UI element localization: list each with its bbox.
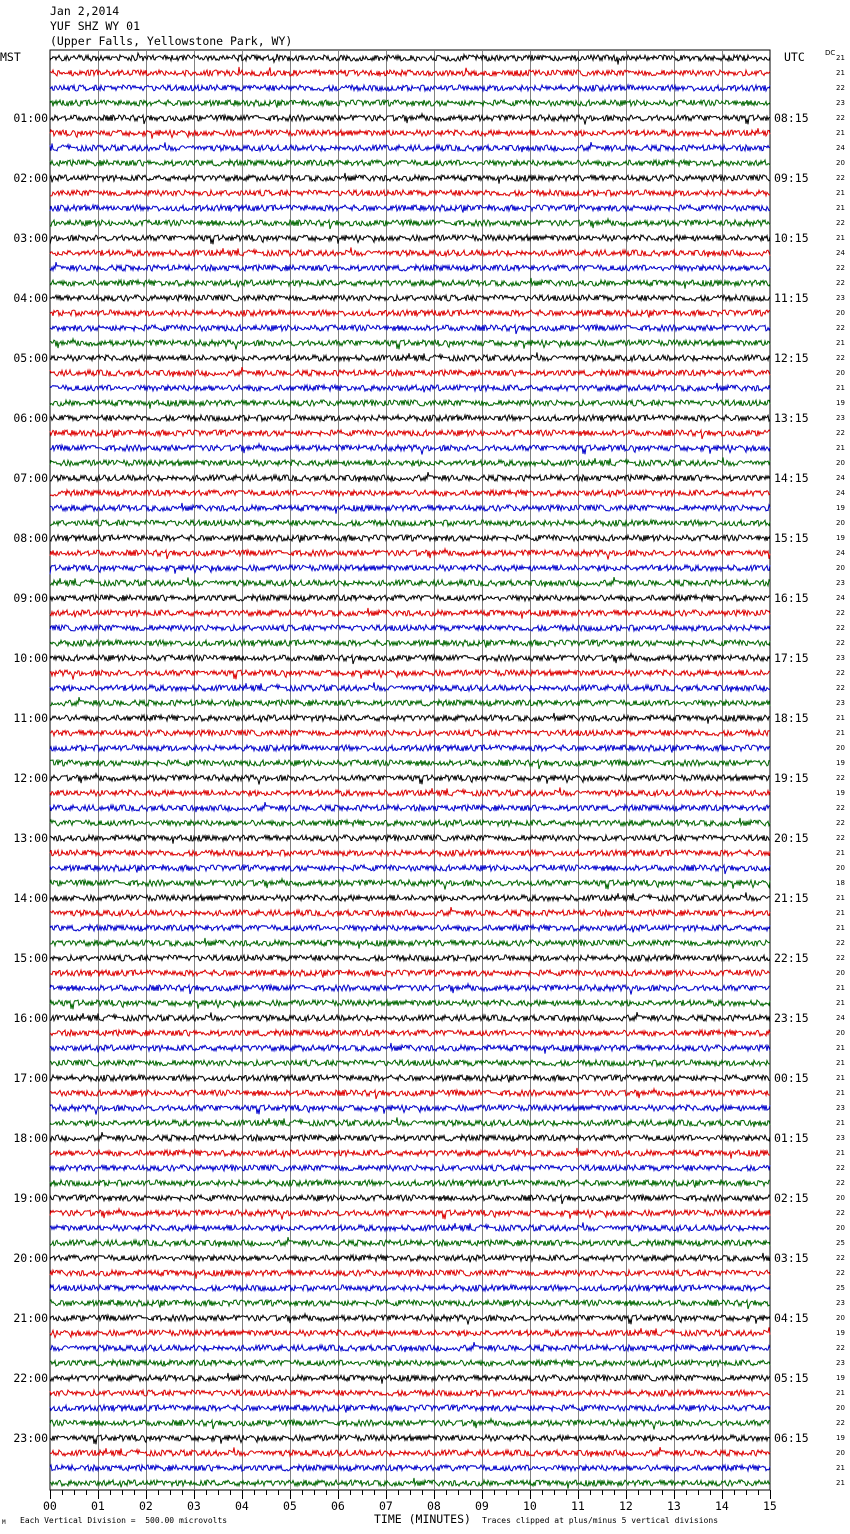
utc-hour-label: 12:15 xyxy=(774,351,809,365)
dc-offset-value: 22 xyxy=(836,279,845,287)
dc-offset-value: 19 xyxy=(836,1374,845,1382)
dc-offset-value: 21 xyxy=(836,1389,845,1397)
seismic-trace xyxy=(50,1478,770,1489)
seismic-trace xyxy=(50,654,770,664)
seismic-trace xyxy=(50,1043,770,1054)
mst-hour-label: 13:00 xyxy=(13,831,48,845)
seismic-trace xyxy=(50,535,770,543)
mst-hour-label: 05:00 xyxy=(13,351,48,365)
x-tick-label: 07 xyxy=(379,1499,393,1513)
seismic-trace xyxy=(50,925,770,932)
seismic-trace xyxy=(50,190,770,196)
seismic-trace xyxy=(50,787,770,796)
dc-offset-value: 19 xyxy=(836,399,845,407)
utc-hour-label: 01:15 xyxy=(774,1131,809,1145)
dc-offset-value: 21 xyxy=(836,1149,845,1157)
x-tick-label: 05 xyxy=(283,1499,297,1513)
dc-offset-value: 22 xyxy=(836,804,845,812)
dc-offset-value: 21 xyxy=(836,894,845,902)
dc-offset-value: 21 xyxy=(836,54,845,62)
utc-hour-label: 05:15 xyxy=(774,1371,809,1385)
utc-hour-label: 17:15 xyxy=(774,651,809,665)
mst-hour-label: 21:00 xyxy=(13,1311,48,1325)
seismic-trace xyxy=(50,670,770,680)
mst-hour-label: 12:00 xyxy=(13,771,48,785)
dc-offset-value: 22 xyxy=(836,1164,845,1172)
dc-offset-value: 22 xyxy=(836,324,845,332)
seismic-trace xyxy=(50,595,770,601)
mst-hour-label: 08:00 xyxy=(13,531,48,545)
dc-offset-value: 22 xyxy=(836,954,845,962)
seismic-trace xyxy=(50,1148,770,1159)
seismic-trace xyxy=(50,682,770,692)
utc-hour-label: 14:15 xyxy=(774,471,809,485)
seismic-trace xyxy=(50,160,770,166)
dc-offset-value: 21 xyxy=(836,729,845,737)
x-axis-title: TIME (MINUTES) xyxy=(374,1512,471,1526)
mst-hour-label: 04:00 xyxy=(13,291,48,305)
dc-offset-value: 21 xyxy=(836,129,845,137)
seismic-trace xyxy=(50,640,770,648)
dc-offset-value: 21 xyxy=(836,1089,845,1097)
dc-offset-value: 20 xyxy=(836,1449,845,1457)
dc-offset-value: 24 xyxy=(836,549,845,557)
dc-offset-value: 20 xyxy=(836,459,845,467)
seismic-trace xyxy=(50,713,770,724)
seismic-trace xyxy=(50,1237,770,1247)
dc-offset-value: 22 xyxy=(836,834,845,842)
seismic-trace xyxy=(50,850,770,856)
seismic-trace xyxy=(50,818,770,827)
mst-hour-label: 16:00 xyxy=(13,1011,48,1025)
dc-offset-value: 21 xyxy=(836,189,845,197)
seismic-trace xyxy=(50,802,770,812)
utc-hour-label: 06:15 xyxy=(774,1431,809,1445)
seismic-trace xyxy=(50,503,770,514)
dc-offset-value: 21 xyxy=(836,234,845,242)
header-date: Jan 2,2014 xyxy=(50,4,120,18)
dc-offset-value: 22 xyxy=(836,639,845,647)
seismic-trace xyxy=(50,383,770,392)
dc-offset-value: 24 xyxy=(836,144,845,152)
mst-hour-label: 22:00 xyxy=(13,1371,48,1385)
seismic-trace xyxy=(50,1300,770,1310)
seismic-trace xyxy=(50,430,770,440)
dc-offset-value: 22 xyxy=(836,684,845,692)
seismic-trace xyxy=(50,1342,770,1352)
seismic-trace xyxy=(50,310,770,318)
seismic-trace xyxy=(50,100,770,108)
seismic-trace xyxy=(50,67,770,76)
dc-offset-value: 22 xyxy=(836,1209,845,1217)
mst-hour-label: 23:00 xyxy=(13,1431,48,1445)
seismic-trace xyxy=(50,128,770,139)
dc-offset-value: 21 xyxy=(836,1464,845,1472)
mst-hour-label: 19:00 xyxy=(13,1191,48,1205)
x-tick-label: 02 xyxy=(139,1499,153,1513)
right-axis-label: UTC xyxy=(784,50,805,64)
seismic-trace xyxy=(50,278,770,289)
seismic-trace xyxy=(50,1180,770,1188)
dc-offset-value: 23 xyxy=(836,294,845,302)
seismic-trace xyxy=(50,760,770,769)
dc-offset-value: 20 xyxy=(836,1194,845,1202)
dc-offset-value: 24 xyxy=(836,1014,845,1022)
utc-hour-label: 18:15 xyxy=(774,711,809,725)
dc-offset-value: 22 xyxy=(836,1344,845,1352)
x-tick-label: 12 xyxy=(619,1499,633,1513)
dc-offset-value: 20 xyxy=(836,864,845,872)
x-tick-label: 13 xyxy=(667,1499,681,1513)
seismic-trace xyxy=(50,520,770,526)
dc-offset-value: 21 xyxy=(836,1479,845,1487)
seismic-trace xyxy=(50,295,770,301)
dc-offset-value: 20 xyxy=(836,1404,845,1412)
seismic-trace xyxy=(50,352,770,361)
seismic-trace xyxy=(50,1270,770,1279)
dc-offset-value: 21 xyxy=(836,714,845,722)
mst-hour-label: 02:00 xyxy=(13,171,48,185)
seismic-trace xyxy=(50,1285,770,1291)
dc-offset-value: 22 xyxy=(836,174,845,182)
mst-hour-label: 18:00 xyxy=(13,1131,48,1145)
seismic-trace xyxy=(50,774,770,785)
dc-offset-value: 19 xyxy=(836,789,845,797)
dc-offset-value: 21 xyxy=(836,1119,845,1127)
dc-offset-value: 21 xyxy=(836,339,845,347)
seismic-trace xyxy=(50,205,770,213)
seismic-trace xyxy=(50,1222,770,1231)
utc-hour-label: 02:15 xyxy=(774,1191,809,1205)
seismic-trace xyxy=(50,697,770,706)
dc-offset-value: 20 xyxy=(836,564,845,572)
seismic-trace xyxy=(50,400,770,409)
seismic-trace xyxy=(50,85,770,91)
seismic-trace xyxy=(50,367,770,377)
dc-offset-value: 23 xyxy=(836,1359,845,1367)
seismic-trace xyxy=(50,1314,770,1325)
seismic-trace xyxy=(50,490,770,497)
seismic-trace xyxy=(50,938,770,949)
seismic-trace xyxy=(50,247,770,257)
dc-offset-value: 20 xyxy=(836,519,845,527)
seismic-trace xyxy=(50,173,770,184)
dc-offset-value: 21 xyxy=(836,924,845,932)
utc-hour-label: 20:15 xyxy=(774,831,809,845)
seismic-trace xyxy=(50,339,770,350)
seismic-trace xyxy=(50,879,770,890)
dc-offset-value: 22 xyxy=(836,939,845,947)
seismic-trace xyxy=(50,325,770,334)
dc-offset-value: 19 xyxy=(836,1434,845,1442)
dc-offset-value: 22 xyxy=(836,774,845,782)
seismic-trace xyxy=(50,835,770,844)
seismic-trace xyxy=(50,444,770,455)
x-tick-label: 15 xyxy=(763,1499,777,1513)
dc-offset-value: 25 xyxy=(836,1239,845,1247)
seismic-trace xyxy=(50,1327,770,1337)
utc-hour-label: 13:15 xyxy=(774,411,809,425)
x-tick-label: 10 xyxy=(523,1499,537,1513)
seismic-trace xyxy=(50,235,770,245)
seismic-trace xyxy=(50,1419,770,1430)
seismic-trace xyxy=(50,577,770,587)
dc-offset-value: 23 xyxy=(836,1299,845,1307)
dc-offset-value: 22 xyxy=(836,114,845,122)
dc-offset-value: 22 xyxy=(836,1419,845,1427)
mst-hour-label: 06:00 xyxy=(13,411,48,425)
dc-offset-value: 21 xyxy=(836,1044,845,1052)
dc-offset-value: 20 xyxy=(836,1029,845,1037)
dc-offset-value: 22 xyxy=(836,1179,845,1187)
dc-offset-value: 21 xyxy=(836,1074,845,1082)
utc-hour-label: 00:15 xyxy=(774,1071,809,1085)
seismic-trace xyxy=(50,457,770,466)
seismic-trace xyxy=(50,625,770,631)
dc-offset-value: 22 xyxy=(836,624,845,632)
dc-offset-value: 24 xyxy=(836,489,845,497)
dc-offset-value: 19 xyxy=(836,534,845,542)
x-tick-label: 00 xyxy=(43,1499,57,1513)
seismic-trace xyxy=(50,114,770,125)
mst-hour-label: 20:00 xyxy=(13,1251,48,1265)
dc-offset-value: 19 xyxy=(836,1329,845,1337)
seismic-trace xyxy=(50,955,770,961)
dc-offset-value: 20 xyxy=(836,1314,845,1322)
utc-hour-label: 04:15 xyxy=(774,1311,809,1325)
dc-offset-value: 20 xyxy=(836,1224,845,1232)
dc-offset-value: 21 xyxy=(836,69,845,77)
clip-note: Traces clipped at plus/minus 5 vertical divisions xyxy=(482,1516,719,1525)
seismic-trace xyxy=(50,1465,770,1471)
dc-offset-value: 22 xyxy=(836,264,845,272)
dc-offset-value: 22 xyxy=(836,609,845,617)
seismic-trace xyxy=(50,53,770,65)
dc-offset-value: 20 xyxy=(836,744,845,752)
mst-hour-label: 03:00 xyxy=(13,231,48,245)
seismic-trace xyxy=(50,1105,770,1115)
utc-hour-label: 19:15 xyxy=(774,771,809,785)
seismic-trace xyxy=(50,1253,770,1262)
utc-hour-label: 10:15 xyxy=(774,231,809,245)
mst-hour-label: 10:00 xyxy=(13,651,48,665)
seismic-trace xyxy=(50,1405,770,1413)
corner-mark: M xyxy=(2,1519,6,1526)
header-station: YUF SHZ WY 01 xyxy=(50,19,141,33)
seismic-trace xyxy=(50,1089,770,1099)
header-location: (Upper Falls, Yellowstone Park, WY) xyxy=(50,34,293,48)
seismic-trace xyxy=(50,472,770,482)
seismic-trace xyxy=(50,970,770,978)
dc-offset-value: 23 xyxy=(836,99,845,107)
dc-offset-value: 22 xyxy=(836,219,845,227)
seismic-trace xyxy=(50,262,770,271)
utc-hour-label: 21:15 xyxy=(774,891,809,905)
dc-offset-value: 22 xyxy=(836,1269,845,1277)
mst-hour-label: 11:00 xyxy=(13,711,48,725)
x-tick-label: 03 xyxy=(187,1499,201,1513)
dc-offset-value: 22 xyxy=(836,354,845,362)
seismic-trace xyxy=(50,1360,770,1367)
seismic-trace xyxy=(50,1060,770,1066)
seismic-trace xyxy=(50,608,770,619)
seismic-trace xyxy=(50,1000,770,1009)
utc-hour-label: 22:15 xyxy=(774,951,809,965)
seismic-trace xyxy=(50,549,770,560)
x-tick-label: 04 xyxy=(235,1499,249,1513)
seismic-trace xyxy=(50,1447,770,1457)
seismic-trace xyxy=(50,745,770,753)
dc-offset-value: 21 xyxy=(836,204,845,212)
dc-offset-value: 23 xyxy=(836,579,845,587)
dc-offset-value: 25 xyxy=(836,1284,845,1292)
dc-offset-value: 18 xyxy=(836,879,845,887)
dc-offset-value: 21 xyxy=(836,1059,845,1067)
mst-hour-label: 17:00 xyxy=(13,1071,48,1085)
x-tick-label: 14 xyxy=(715,1499,729,1513)
mst-hour-label: 01:00 xyxy=(13,111,48,125)
seismic-trace xyxy=(50,1117,770,1127)
left-axis-label: MST xyxy=(0,50,21,64)
seismic-trace xyxy=(50,415,770,421)
utc-hour-label: 09:15 xyxy=(774,171,809,185)
seismic-trace xyxy=(50,1030,770,1036)
seismic-trace xyxy=(50,1012,770,1022)
x-tick-label: 01 xyxy=(91,1499,105,1513)
mst-hour-label: 15:00 xyxy=(13,951,48,965)
seismic-trace xyxy=(50,1195,770,1204)
dc-offset-value: 21 xyxy=(836,444,845,452)
seismic-trace xyxy=(50,865,770,875)
dc-offset-value: 23 xyxy=(836,654,845,662)
seismic-trace xyxy=(50,142,770,152)
vertical-division-note: Each Vertical Division = 500.00 microvolts xyxy=(20,1516,228,1525)
dc-offset-value: 22 xyxy=(836,84,845,92)
dc-offset-value: 22 xyxy=(836,429,845,437)
dc-offset-value: 23 xyxy=(836,699,845,707)
dc-offset-value: 19 xyxy=(836,504,845,512)
dc-offset-value: 20 xyxy=(836,309,845,317)
seismic-trace xyxy=(50,1209,770,1220)
dc-offset-value: 21 xyxy=(836,984,845,992)
dc-offset-value: 22 xyxy=(836,819,845,827)
dc-offset-value: 19 xyxy=(836,759,845,767)
seismic-trace xyxy=(50,1390,770,1396)
dc-label: DC xyxy=(825,49,836,57)
seismic-trace xyxy=(50,1075,770,1083)
utc-hour-label: 23:15 xyxy=(774,1011,809,1025)
x-tick-label: 11 xyxy=(571,1499,585,1513)
x-tick-label: 09 xyxy=(475,1499,489,1513)
seismic-trace xyxy=(50,1165,770,1171)
x-tick-label: 06 xyxy=(331,1499,345,1513)
dc-offset-value: 23 xyxy=(836,1104,845,1112)
seismic-trace xyxy=(50,1132,770,1141)
dc-offset-value: 20 xyxy=(836,369,845,377)
dc-offset-value: 24 xyxy=(836,249,845,257)
seismic-trace xyxy=(50,1435,770,1444)
dc-offset-value: 21 xyxy=(836,999,845,1007)
mst-hour-label: 14:00 xyxy=(13,891,48,905)
utc-hour-label: 16:15 xyxy=(774,591,809,605)
utc-hour-label: 11:15 xyxy=(774,291,809,305)
utc-hour-label: 08:15 xyxy=(774,111,809,125)
dc-offset-value: 23 xyxy=(836,1134,845,1142)
seismic-trace xyxy=(50,219,770,229)
dc-offset-value: 22 xyxy=(836,669,845,677)
seismic-trace xyxy=(50,907,770,917)
x-tick-label: 08 xyxy=(427,1499,441,1513)
seismic-trace xyxy=(50,892,770,901)
dc-offset-value: 24 xyxy=(836,594,845,602)
dc-offset-value: 21 xyxy=(836,849,845,857)
utc-hour-label: 15:15 xyxy=(774,531,809,545)
seismic-trace xyxy=(50,565,770,574)
mst-hour-label: 09:00 xyxy=(13,591,48,605)
dc-offset-value: 21 xyxy=(836,909,845,917)
dc-offset-value: 23 xyxy=(836,414,845,422)
seismic-trace xyxy=(50,1373,770,1384)
seismic-trace xyxy=(50,730,770,736)
mst-hour-label: 07:00 xyxy=(13,471,48,485)
dc-offset-value: 22 xyxy=(836,1254,845,1262)
seismic-trace xyxy=(50,984,770,995)
dc-offset-value: 20 xyxy=(836,969,845,977)
dc-offset-value: 20 xyxy=(836,159,845,167)
utc-hour-label: 03:15 xyxy=(774,1251,809,1265)
dc-offset-value: 21 xyxy=(836,384,845,392)
dc-offset-value: 24 xyxy=(836,474,845,482)
